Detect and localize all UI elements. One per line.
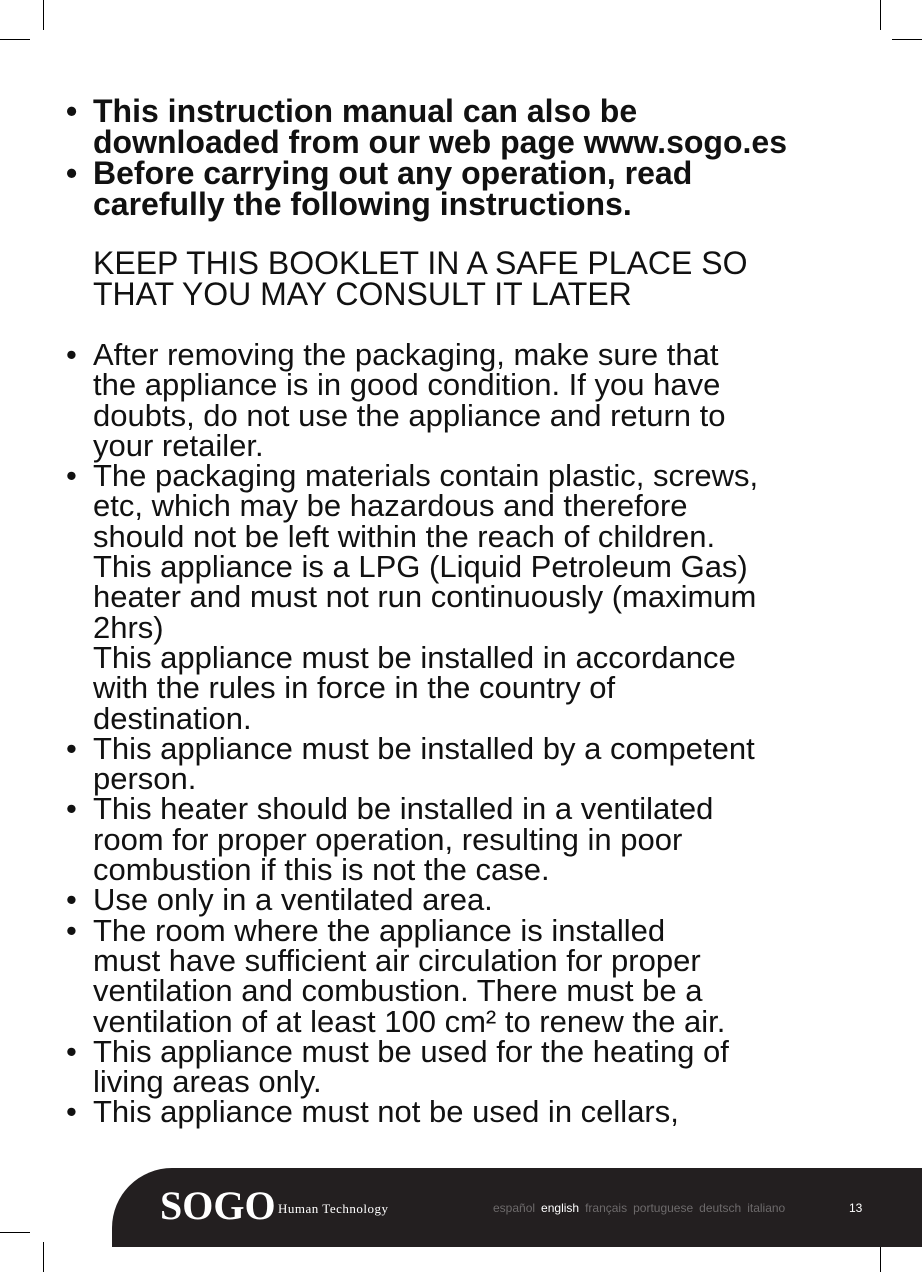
crop-mark <box>0 39 30 40</box>
bullet-line: ventilation of at least 100 cm² to renew the air. <box>93 1003 726 1039</box>
bullet-line: ventilation and combustion. There must be a <box>93 973 703 1009</box>
bullet-line: This appliance must be used for the heating of <box>93 1033 729 1069</box>
bullet-marker: • <box>66 1094 77 1130</box>
bullet-item <box>66 730 866 797</box>
bullet-line: Use only in a ventilated area. <box>93 882 493 918</box>
language-english[interactable]: english <box>541 1201 580 1215</box>
language-italiano[interactable]: italiano <box>747 1201 786 1215</box>
bullet-item <box>66 155 866 222</box>
crop-mark <box>892 39 922 40</box>
bullet-marker: • <box>66 155 78 191</box>
bullet-item <box>66 458 866 736</box>
language-deutsch[interactable]: deutsch <box>699 1201 742 1215</box>
bullet-marker: • <box>66 1033 77 1069</box>
bullet-marker: • <box>66 337 77 372</box>
manual-content <box>66 93 866 1130</box>
bullet-line: This instruction manual can also be <box>93 93 638 129</box>
bullet-line: person. <box>93 761 197 797</box>
bullet-marker: • <box>66 912 77 948</box>
bullet-line: etc, which may be hazardous and therefore <box>93 488 688 524</box>
bullet-line: After removing the packaging, make sure that <box>93 337 719 372</box>
bullet-marker: • <box>66 882 77 918</box>
language-portuguese[interactable]: portuguese <box>633 1201 694 1215</box>
page-number: 13 <box>849 1201 863 1215</box>
intro-section <box>66 93 866 222</box>
bullet-line: living areas only. <box>93 1064 322 1100</box>
bullet-item <box>66 791 866 888</box>
page-footer <box>112 1168 922 1247</box>
bullet-item <box>66 1094 866 1130</box>
bullet-line: This appliance must be installed in accordance <box>93 639 736 675</box>
bullet-line: This appliance must not be used in cellars, <box>93 1094 679 1130</box>
bullet-line: The room where the appliance is installed <box>93 912 666 948</box>
bullet-line: This appliance is a LPG (Liquid Petroleum Gas) <box>93 549 748 585</box>
bullet-line: combustion if this is not the case. <box>93 852 550 888</box>
bullet-line: heater and must not run continuously (maximum <box>93 579 757 615</box>
bullet-marker: • <box>66 730 77 766</box>
brand-tagline: Human Technology <box>278 1201 389 1216</box>
bullet-line: Before carrying out any operation, read <box>93 155 693 191</box>
crop-mark <box>43 1242 44 1272</box>
notice-line: THAT YOU MAY CONSULT IT LATER <box>93 276 632 312</box>
bullet-line: doubts, do not use the appliance and return to <box>93 397 726 433</box>
bullet-line: The packaging materials contain plastic, screws, <box>93 458 759 494</box>
language-español[interactable]: español <box>493 1201 536 1215</box>
bullet-item <box>66 337 866 463</box>
bullet-item <box>66 912 866 1039</box>
language-list <box>493 1201 791 1215</box>
bullet-marker: • <box>66 458 77 494</box>
bullet-line: the appliance is in good condition. If you have <box>93 367 721 403</box>
bullet-marker: • <box>66 791 77 827</box>
notice-line: KEEP THIS BOOKLET IN A SAFE PLACE SO <box>93 245 748 281</box>
crop-mark <box>880 0 881 30</box>
bullet-line: carefully the following instructions. <box>93 186 632 222</box>
crop-mark <box>43 0 44 30</box>
bullet-line: This appliance must be installed by a competent <box>93 730 755 766</box>
bullet-line: must have sufficient air circulation for proper <box>93 942 701 978</box>
language-français[interactable]: français <box>585 1201 628 1215</box>
bullet-line: should not be left within the reach of children. <box>93 518 716 554</box>
bullet-item <box>66 1033 866 1100</box>
bullet-line: with the rules in force in the country of <box>93 670 616 706</box>
bullet-line: This heater should be installed in a ventilated <box>93 791 714 827</box>
bullet-item <box>66 93 866 160</box>
bullet-item <box>66 882 866 918</box>
bullet-line: downloaded from our web page www.sogo.es <box>93 124 787 160</box>
bullet-line: destination. <box>93 700 252 736</box>
crop-mark <box>0 1232 30 1233</box>
bullet-marker: • <box>66 93 78 129</box>
bullet-line: 2hrs) <box>93 609 164 645</box>
bullet-line: your retailer. <box>93 427 264 463</box>
bullet-line: room for proper operation, resulting in poor <box>93 821 683 857</box>
keep-booklet-notice <box>66 245 866 312</box>
safety-section <box>66 337 866 1130</box>
sogo-logo: SOGO <box>160 1183 276 1228</box>
